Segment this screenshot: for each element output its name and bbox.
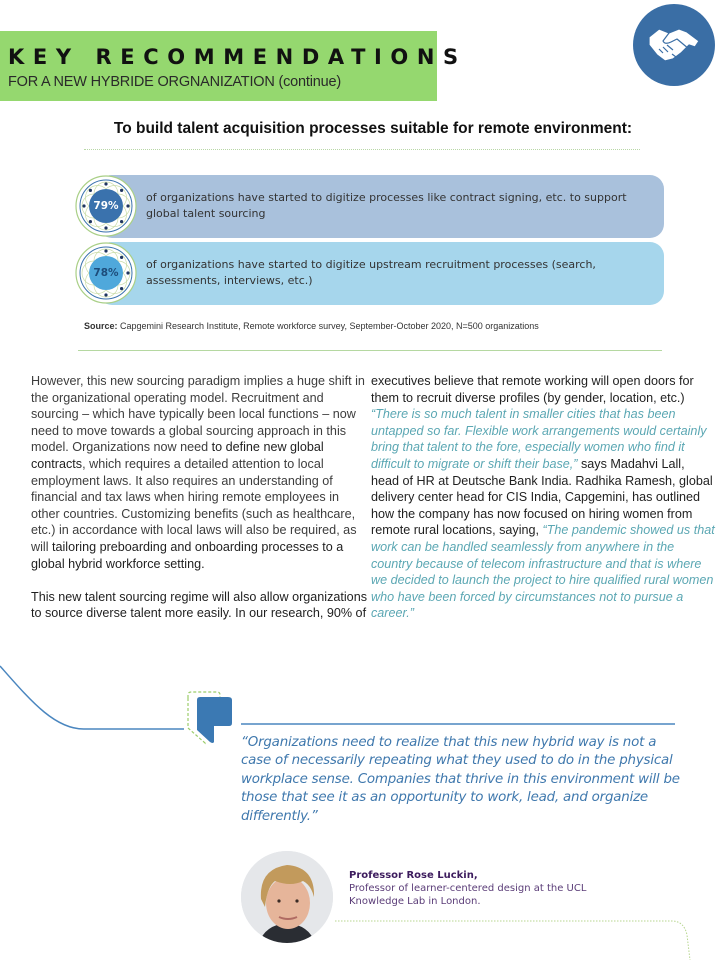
body-text: However, this new sourcing paradigm implies a huge shift in the organizational operating model. Recruitment and sourcing – which have typically been local functions – now need to move towards a global sourcing approach in this model. Organizations now need <box>31 374 365 455</box>
avatar <box>241 851 333 943</box>
stat-value: 79% <box>93 200 119 212</box>
author-name: Professor Rose Luckin, <box>349 870 478 881</box>
section-heading: To build talent acquisition processes suitable for remote environment: <box>113 120 633 137</box>
stat-value: 78% <box>93 267 119 279</box>
paragraph: This new talent sourcing regime will also allow organizations to source diverse talent more easily. In our research, 90% of <box>31 589 367 621</box>
body-text: executives believe that remote working will open doors for them to recruit diverse profiles (by gender, location, etc.) <box>371 374 694 405</box>
quote-bubble-icon <box>194 697 234 745</box>
source-text: Capgemini Research Institute, Remote workforce survey, September-October 2020, N=500 organizations <box>117 321 539 331</box>
author-title: Professor of learner-centered design at the UCL <box>349 883 587 894</box>
body-emphasis: tailoring preboarding and onboarding processes to a global hybrid workforce setting. <box>31 539 344 571</box>
body-text: , which requires a detailed attention to local employment laws. It also requires an understanding of financial and tax laws when hiring remote employees in other countries. Customizing benefits (such as healthcare, etc.) in accordance with local laws will also be required, as will <box>31 456 357 554</box>
portrait-photo <box>241 851 333 943</box>
body-text: says Madahvi Lall, head of HR at Deutsche Bank India. Radhika Ramesh, global delivery center head for CIS India, Capgemini, has outlined how the company has now focused on hiring women from remote rural locations, saying, <box>371 456 713 538</box>
author-title: Knowledge Lab in London. <box>349 896 481 907</box>
quote-attribution <box>349 869 586 908</box>
pull-quote: “Organizations need to realize that this new hybrid way is not a case of necessarily repeating what they used to do in the physical workplace sense. Companies that thrive in this environment will be those that see it as an opportunity to work, lead, and organize differently.” <box>241 735 680 824</box>
stat-description: of organizations have started to digitize processes like contract signing, etc. to support global talent sourcing <box>146 191 627 220</box>
source-label: Source: <box>84 321 118 331</box>
inline-quote: “There is so much talent in smaller cities that has been untapped so far. Flexible work arrangements would certainly bring that talent to the fore, especially women who find it difficult to migrate or shift their base,” <box>371 407 707 471</box>
page-subtitle: FOR A NEW HYBRIDE ORGNANIZATION (continue) <box>8 74 341 90</box>
stat-description: of organizations have started to digitize upstream recruitment processes (search, assessments, interviews, etc.) <box>146 258 596 287</box>
page-title: KEY RECOMMENDATIONS <box>8 45 467 69</box>
body-emphasis: to define new global contracts <box>31 440 324 471</box>
inline-quote: “The pandemic showed us that work can be handled seamlessly from anywhere in the country because of telecom infrastructure and that is where we decided to launch the project to hire qualified rural women who have been forced by circumstances not to pursue a career.” <box>371 523 715 621</box>
